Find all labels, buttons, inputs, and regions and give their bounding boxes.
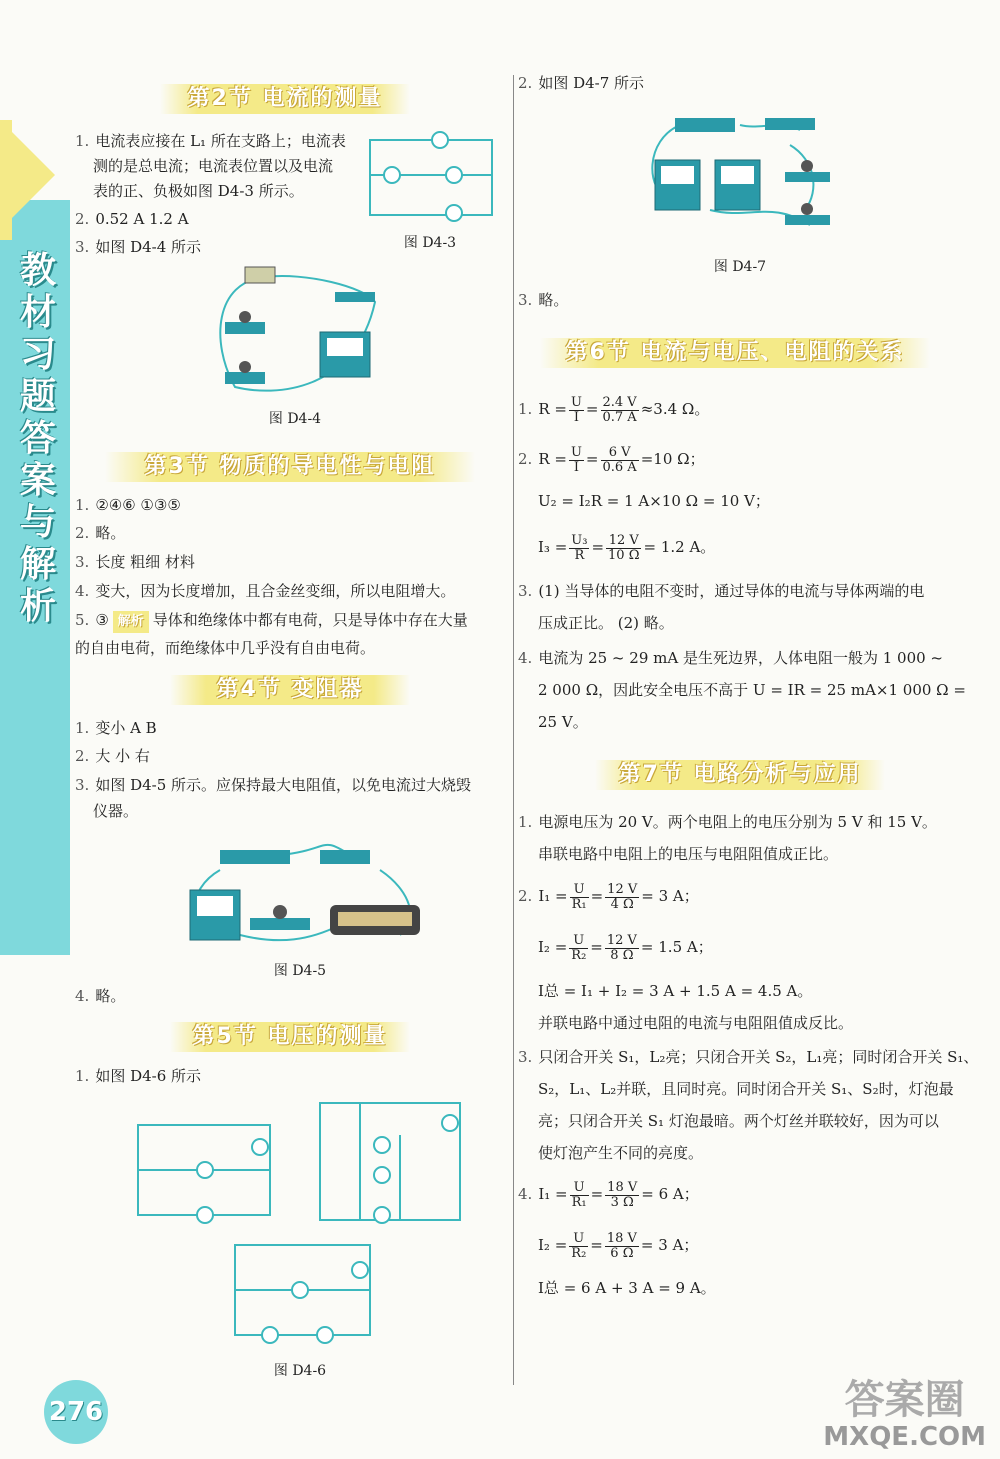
formula-line: 2. R = $\frac{U}{I}$ = $\frac{6 V}{0.6 A}$ =10 Ω；: [518, 444, 705, 475]
answer-line: 1. 如图 D4-6 所示: [75, 1067, 202, 1085]
circuit-figure-d4-6: [130, 1095, 470, 1345]
sidebar-title: 教材习题答案与解析: [19, 250, 56, 627]
column-divider: [513, 75, 514, 1385]
figure-caption: 图 D4-5: [273, 963, 327, 979]
answer-line: 2 000 Ω，因此安全电压不高于 U = IR = 25 mA×1 000 Ω =: [538, 681, 966, 699]
answer-line: 25 V。: [538, 713, 588, 731]
answer-line: 2. 0.52 A 1.2 A: [75, 210, 189, 228]
answer-line: 2. 如图 D4-7 所示: [518, 74, 645, 92]
section-heading-6: 第6节 电流与电压、电阻的关系: [540, 338, 930, 368]
answer-line: 3. 只闭合开关 S₁，L₂亮；只闭合开关 S₂，L₁亮；同时闭合开关 S₁、: [518, 1048, 979, 1066]
answer-line: 3. 略。: [518, 291, 569, 309]
figure-caption: 图 D4-6: [273, 1363, 327, 1379]
answer-line: 仪器。: [93, 802, 139, 820]
answer-line: 并联电路中通过电阻的电流与电阻阻值成反比。: [538, 1014, 854, 1032]
sidebar-arrow: [0, 120, 55, 230]
answer-line: 4. 变大，因为长度增加，且合金丝变细，所以电阻增大。: [75, 582, 456, 600]
section-heading-7: 第7节 电路分析与应用: [595, 760, 885, 790]
figure-caption: 图 D4-4: [268, 411, 322, 427]
page-number: 276: [44, 1380, 108, 1444]
section-heading-4: 第4节 变阻器: [170, 675, 410, 705]
circuit-figure-d4-7: [640, 100, 840, 245]
answer-line: 串联电路中电阻上的电压与电阻阻值成正比。: [538, 845, 839, 863]
formula-line: I总 = I₁ + I₂ = 3 A + 1.5 A = 4.5 A。: [538, 982, 813, 1000]
answer-line: 表的正、负极如图 D4-3 所示。: [93, 182, 304, 200]
answer-line: 3. 如图 D4-4 所示: [75, 238, 202, 256]
answer-line: 3. 如图 D4-5 所示。应保持最大电阻值，以免电流过大烧毁: [75, 776, 472, 794]
answer-line: 1. 电源电压为 20 V。两个电阻上的电压分别为 5 V 和 15 V。: [518, 813, 937, 831]
answer-line: 压成正比。 (2) 略。: [538, 614, 674, 632]
answer-line: 使灯泡产生不同的亮度。: [538, 1144, 704, 1162]
formula-line: 4. I₁ = $\frac{U}{\text{R₁}}$ = $\frac{18 V}{3 \Omega}$ = 6 A；: [518, 1179, 699, 1210]
answer-line: 4. 电流为 25 ~ 29 mA 是生死边界，人体电阻一般为 1 000 ~: [518, 649, 943, 667]
formula-line: I₃ = $\frac{\text{U₃}}{R}$ = $\frac{12 V}{10 \Omega}$ = 1.2 A。: [538, 532, 716, 563]
answer-line: 3. 长度 粗细 材料: [75, 553, 195, 571]
watermark-logo: 答案圈 MXQE.COM: [823, 1377, 986, 1452]
figure-caption: 图 D4-3: [403, 235, 457, 251]
answer-line: 1. 电流表应接在 L₁ 所在支路上；电流表: [75, 132, 346, 150]
answer-line: 3. (1) 当导体的电阻不变时，通过导体的电流与导体两端的电: [518, 582, 925, 600]
section-heading-2: 第2节 电流的测量: [160, 84, 410, 114]
circuit-figure-d4-5: [180, 830, 430, 950]
answer-line: S₂，L₁、L₂并联，且同时亮。同时闭合开关 S₁、S₂时，灯泡最: [538, 1080, 954, 1098]
section-heading-3: 第3节 物质的导电性与电阻: [105, 452, 475, 482]
figure-caption: 图 D4-7: [713, 259, 767, 275]
formula-line: 2. I₁ = $\frac{U}{\text{R₁}}$ = $\frac{12 V}{4 \Omega}$ = 3 A；: [518, 881, 699, 912]
formula-line: I₂ = $\frac{U}{\text{R₂}}$ = $\frac{12 V}{8 \Omega}$ = 1.5 A；: [538, 932, 713, 963]
answer-line: 1. ②④⑥ ①③⑤: [75, 496, 181, 514]
answer-line: 1. 变小 A B: [75, 719, 157, 737]
formula-line: I总 = 6 A + 3 A = 9 A。: [538, 1279, 716, 1297]
answer-line: 5. ③ 解析 导体和绝缘体中都有电荷，只是导体中存在大量: [75, 609, 468, 633]
answer-line: 2. 大 小 右: [75, 747, 150, 765]
circuit-figure-d4-4: [205, 262, 385, 402]
answer-line: 测的是总电流；电流表位置以及电流: [93, 157, 334, 175]
formula-line: 1. R = $\frac{U}{I}$ = $\frac{2.4 V}{0.7 A}$ ≈3.4 Ω。: [518, 394, 710, 425]
formula-line: I₂ = $\frac{U}{\text{R₂}}$ = $\frac{18 V}{6 \Omega}$ = 3 A；: [538, 1230, 699, 1261]
section-heading-5: 第5节 电压的测量: [170, 1022, 410, 1052]
analysis-tag: 解析: [113, 611, 149, 633]
answer-line: 的自由电荷，而绝缘体中几乎没有自由电荷。: [75, 639, 376, 657]
answer-line: 亮；只闭合开关 S₁ 灯泡最暗。两个灯丝并联较好，因为可以: [538, 1112, 939, 1130]
formula-line: U₂ = I₂R = 1 A×10 Ω = 10 V；: [538, 492, 770, 510]
answer-line: 4. 略。: [75, 987, 126, 1005]
circuit-figure-d4-3: [362, 125, 502, 225]
answer-line: 2. 略。: [75, 524, 126, 542]
